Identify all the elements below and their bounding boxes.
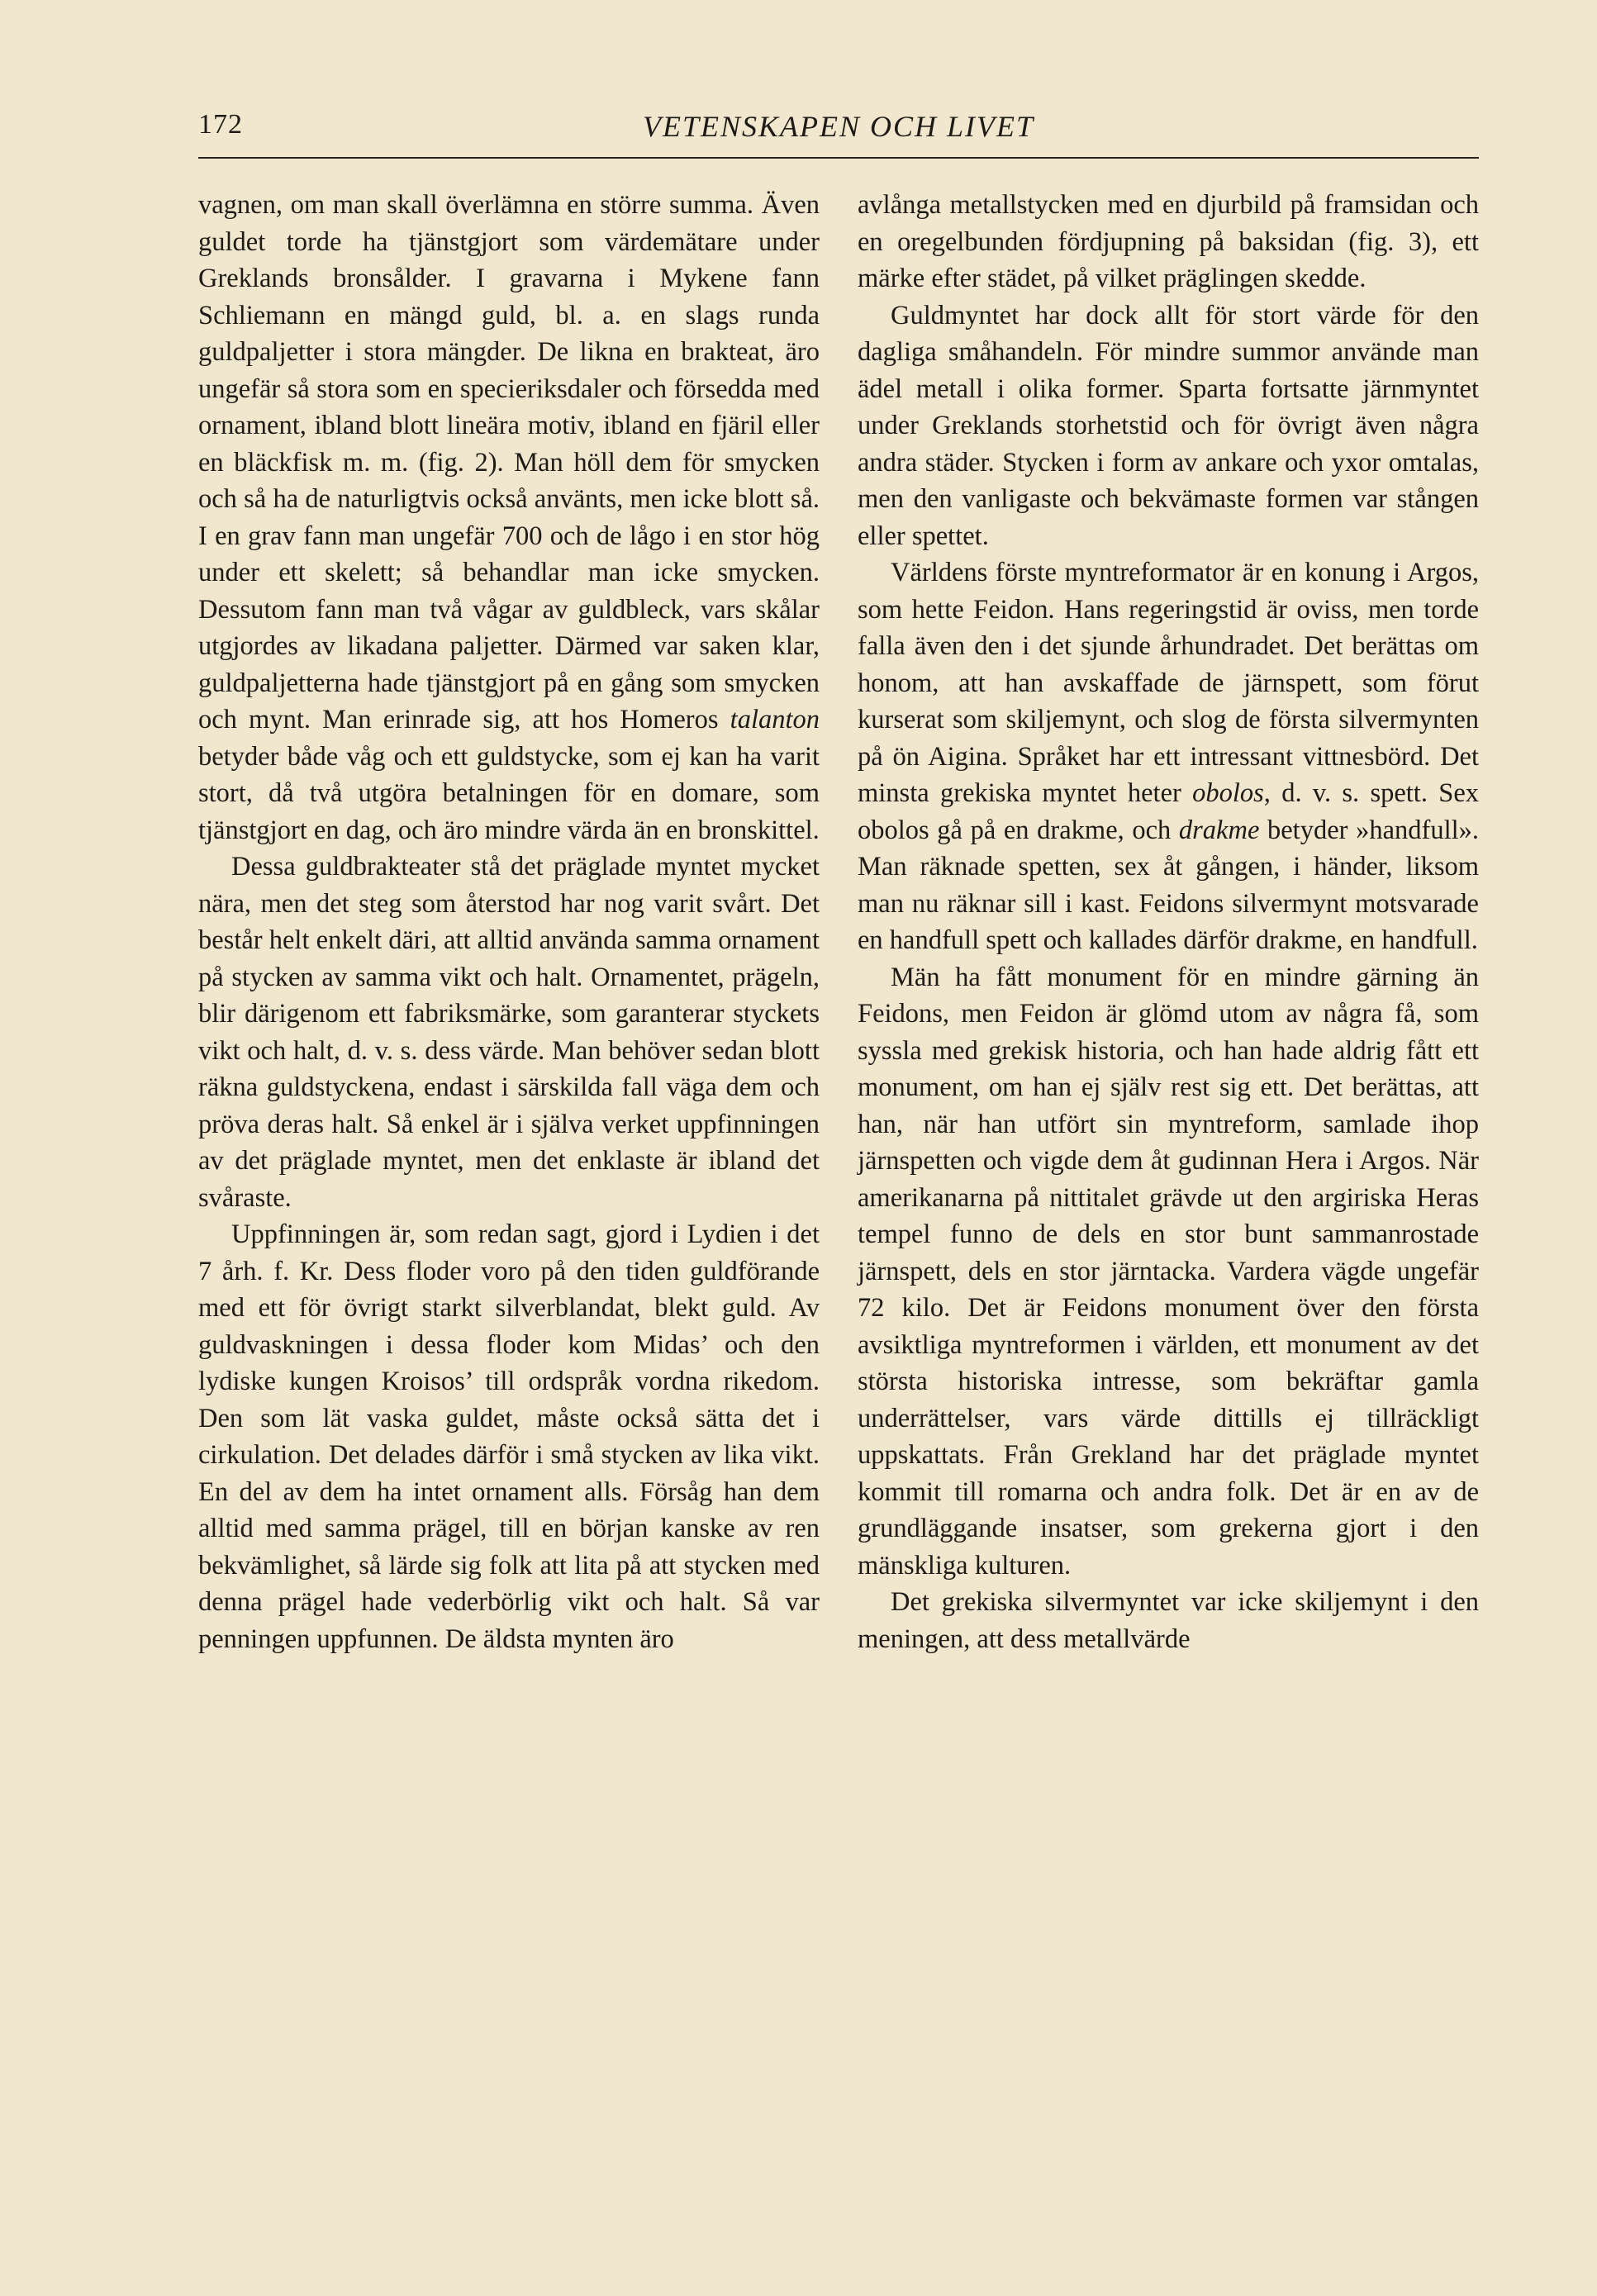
running-title: VETENSKAPEN OCH LIVET [642,110,1035,143]
paragraph: Det grekiska silvermyntet var icke skiljemynt i den meningen, att dess metallvärde [858,1587,1479,1654]
left-column [198,187,820,1657]
paragraph-text: vagnen, om man skall överlämna en större summa. Även guldet torde ha tjänstgjort som värdemätare under Greklands bronsålder. I gravarna i Mykene fann Schliemann en mängd guld, bl. a. en slags runda guldpaljetter i stora mängder. De likna en brakteat, äro ungefär så stora som en specieriksdaler och försedda med ornament, ibland blott lineära motiv, ibland en fjäril eller en bläckfisk m. m. (fig. 2). Man höll dem för smycken och så ha de naturligtvis också använts, men icke blott så. I en grav fann man ungefär 700 och de lågo i en stor hög under ett skelett; så behandlar man icke smycken. Dessutom fann man två vågar av guldbleck, vars skålar utgjordes av likadana paljetter. Därmed var saken klar, guldpaljetterna hade tjänstgjort på en gång som smycken och mynt. Man erinrade sig, att hos Homeros [198,190,820,734]
paragraph-text: , d. v. s. spett. Sex obolos gå på en drakme, och [858,778,1479,845]
paragraph-text: betyder både våg och ett guldstycke, som ej kan ha varit stort, då två utgöra betalningen för en domare, som tjänstgjort en dag, och äro mindre värda än en bronskittel. [198,741,820,845]
italic-term: drakme [1178,815,1260,845]
italic-term: obolos [1192,778,1264,808]
page-number: 172 [198,109,243,140]
paragraph-text: betyder »handfull». Man räknade spetten, sex åt gången, i händer, liksom man nu räknar sill i kast. Feidons silvermynt motsvarade en handfull spett och kallades därför drakme, en handfull. [858,815,1479,955]
header-rule [198,157,1479,159]
italic-term: talanton [730,705,820,734]
paragraph: Män ha fått monument för en mindre gärning än Feidons, men Feidon är glömd utom av några få, som syssla med grekisk historia, och han hade aldrig fått ett monument, om han ej själv rest sig ett. Det berättas, att han, när han utfört sin myntreform, samlade ihop järnspetten och vigde dem åt gudinnan Hera i Argos. När amerikanarna på nittitalet grävde ut den argiriska Heras tempel funno de dels en stor bunt sammanrostade järnspett, dels en stor järntacka. Vardera vägde ungefär 72 kilo. Det är Feidons monument över den första avsiktliga myntreformen i världen, ett monument av det största historiska intresse, som bekräftar gamla underrättelser, vars värde dittills ej tillräckligt uppskattats. Från Grekland har det präglade myntet kommit till romarna och andra folk. Det är en av de grundläggande insatser, som grekerna gjort i den mänskliga kulturen. [858,962,1479,1581]
paragraph: Uppfinningen är, som redan sagt, gjord i Lydien i det 7 årh. f. Kr. Dess floder voro på den tiden guldförande med ett för övrigt starkt silverblandat, blekt guld. Av guldvaskningen i dessa floder kom Midas’ och den lydiske kungen Kroisos’ till ordspråk vordna rikedom. Den som lät vaska guldet, måste också sätta det i cirkulation. Det delades därför i små stycken av lika vikt. En del av dem ha intet ornament alls. Försåg han dem alltid med samma prägel, till en början kanske av ren bekvämlighet, så lärde sig folk att lita på att stycken med denna prägel hade vederbörlig vikt och halt. Så var penningen uppfunnen. De äldsta mynten äro [198,1219,820,1654]
right-column [858,187,1479,1657]
paragraph-text: Världens förste myntreformator är en konung i Argos, som hette Feidon. Hans regeringstid är oviss, men torde falla även den i det sjunde århundradet. Det berättas om honom, att han avskaffade de järnspett, som förut kurserat som skiljemynt, och slog de första silvermynten på ön Aigina. Språket har ett intressant vittnesbörd. Det minsta grekiska myntet heter [858,558,1479,808]
paragraph [198,187,820,849]
paragraph: Guldmyntet har dock allt för stort värde för den dagliga småhandeln. För mindre summor använde man ädel metall i olika former. Sparta fortsatte järnmyntet under Greklands storhetstid och för övrigt även några andra städer. Stycken i form av ankare och yxor omtalas, men den vanligaste och bekvämaste formen var stången eller spettet. [858,300,1479,551]
page-header [198,109,1479,159]
paragraph: avlånga metallstycken med en djurbild på framsidan och en oregelbunden fördjupning på baksidan (fig. 3), ett märke efter städet, på vilket präglingen skedde. [858,190,1479,293]
paragraph [858,554,1479,959]
paragraph: Dessa guldbrakteater stå det präglade myntet mycket nära, men det steg som återstod har nog varit svårt. Det består helt enkelt däri, att alltid använda samma ornament på stycken av samma vikt och halt. Ornamentet, prägeln, blir därigenom ett fabriksmärke, som garanterar styckets vikt och halt, d. v. s. dess värde. Man behöver sedan blott räkna guldstyckena, endast i särskilda fall väga dem och pröva deras halt. Så enkel är i själva verket uppfinningen av det präglade myntet, men det enklaste är ibland det svåraste. [198,852,820,1213]
